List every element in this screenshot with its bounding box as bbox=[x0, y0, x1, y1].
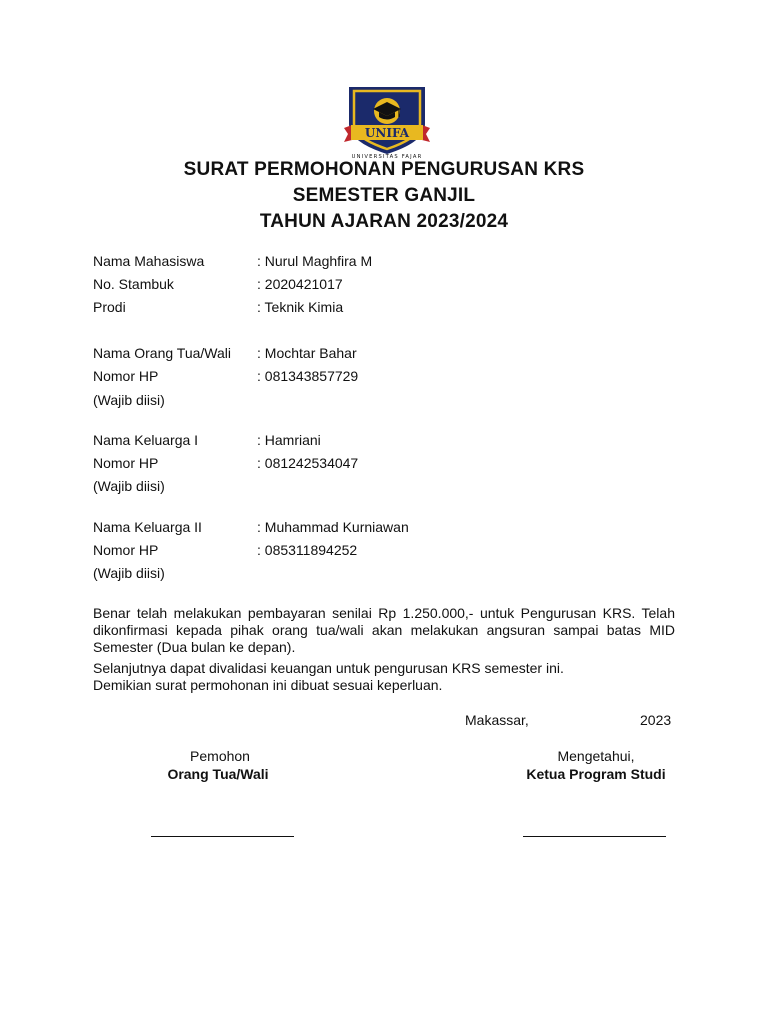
logo-text: UNIFA bbox=[364, 126, 410, 140]
field-label: Nama Keluarga I bbox=[93, 432, 199, 448]
field-label: Nomor HP bbox=[93, 542, 159, 558]
signature-line-right bbox=[523, 836, 666, 837]
field-value: : Teknik Kimia bbox=[257, 299, 344, 315]
signature-line-left bbox=[151, 836, 294, 837]
year-text: 2023 bbox=[640, 712, 672, 728]
letter-title-line-2: SEMESTER GANJIL bbox=[292, 185, 476, 206]
signature-right-role: Mengetahui, bbox=[557, 748, 635, 764]
field-label: Nama Orang Tua/Wali bbox=[93, 345, 231, 361]
field-label: (Wajib diisi) bbox=[93, 478, 165, 494]
field-value: : Nurul Maghfira M bbox=[257, 253, 373, 269]
field-value: : Hamriani bbox=[257, 432, 321, 448]
field-label: Nama Mahasiswa bbox=[93, 253, 205, 269]
letter-title-line-3: TAHUN AJARAN 2023/2024 bbox=[259, 211, 509, 232]
field-value: : 081242534047 bbox=[257, 455, 359, 471]
signature-right-title: Ketua Program Studi bbox=[526, 766, 666, 782]
body-paragraph: Benar telah melakukan pembayaran senilai Rp 1.250.000,- untuk Pengurusan KRS. Telah dikonfirmasi kepada pihak orang tua/wali akan melakukan angsuran sampai batas MID Semester (Dua bulan ke depan). bbox=[93, 605, 675, 655]
field-label: (Wajib diisi) bbox=[93, 565, 165, 581]
field-label: Nama Keluarga II bbox=[93, 519, 202, 535]
field-label: (Wajib diisi) bbox=[93, 392, 165, 408]
field-value: : 081343857729 bbox=[257, 368, 359, 384]
field-value: : 085311894252 bbox=[257, 542, 358, 558]
field-value: : Mochtar Bahar bbox=[257, 345, 357, 361]
field-label: Nomor HP bbox=[93, 368, 159, 384]
place-text: Makassar, bbox=[465, 712, 529, 728]
body-line-closing: Demikian surat permohonan ini dibuat sesuai keperluan. bbox=[93, 677, 443, 693]
signature-left-title: Orang Tua/Wali bbox=[167, 766, 269, 782]
signature-left-role: Pemohon bbox=[190, 748, 250, 764]
university-logo bbox=[342, 84, 432, 160]
field-value: : Muhammad Kurniawan bbox=[257, 519, 409, 535]
body-line-validation: Selanjutnya dapat divalidasi keuangan untuk pengurusan KRS semester ini. bbox=[93, 660, 564, 676]
logo-subtext: UNIVERSITAS FAJAR bbox=[351, 154, 423, 160]
field-label: No. Stambuk bbox=[93, 276, 174, 292]
letter-title-line-1: SURAT PERMOHONAN PENGURUSAN KRS bbox=[183, 159, 585, 180]
field-value: : 2020421017 bbox=[257, 276, 343, 292]
field-label: Prodi bbox=[93, 299, 126, 315]
field-label: Nomor HP bbox=[93, 455, 159, 471]
